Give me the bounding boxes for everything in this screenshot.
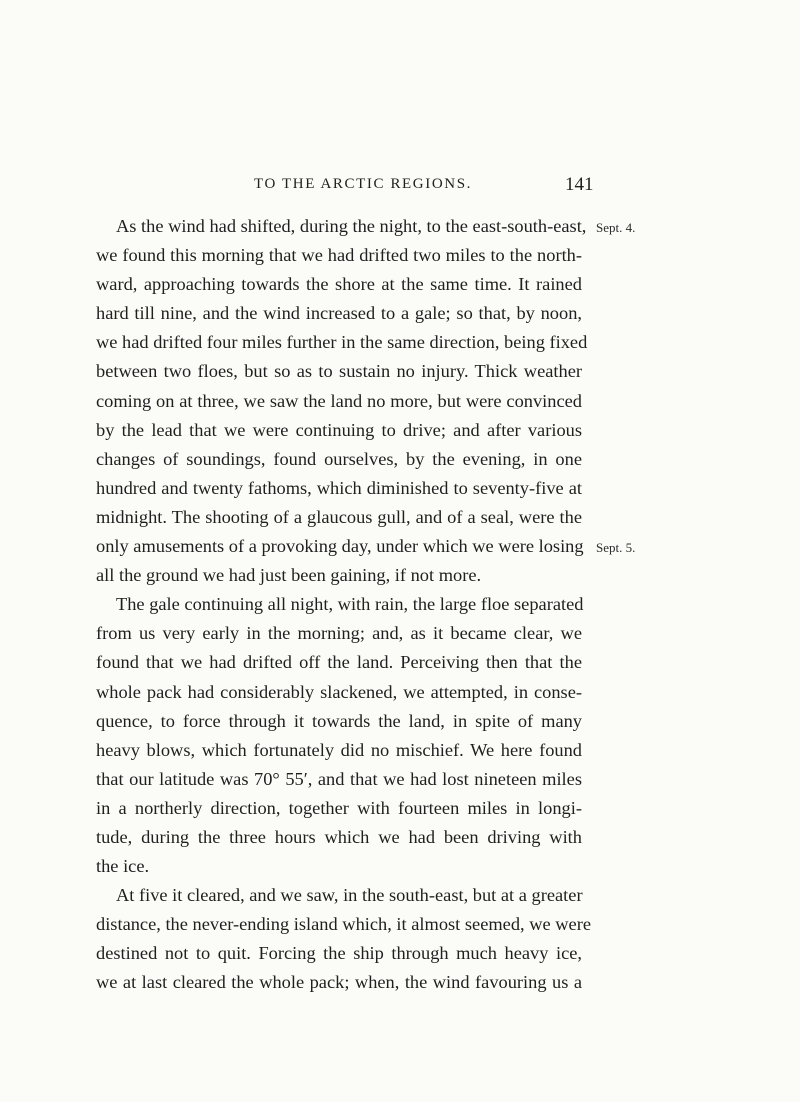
text-line: all the ground we had just been gaining, if not more. xyxy=(96,565,482,586)
text-line: At five it cleared, and we saw, in the south-east, but at a greater xyxy=(116,885,583,906)
text-line: we found this morning that we had drifted two miles to the north- xyxy=(96,245,582,266)
text-line: whole pack had considerably slackened, we attempted, in conse- xyxy=(96,681,582,702)
text-line: heavy blows, which fortunately did no mischief. We here found xyxy=(96,739,582,760)
text-line: ward, approaching towards the shore at the same time. It rained xyxy=(96,274,582,295)
text-line: coming on at three, we saw the land no more, but were convinced xyxy=(96,390,582,411)
text-line: hard till nine, and the wind increased to a gale; so that, by noon, xyxy=(96,303,582,324)
text-line: tude, during the three hours which we had been driving with xyxy=(96,826,582,847)
text-line: that our latitude was 70° 55′, and that we had lost nineteen miles xyxy=(96,768,582,789)
text-line: midnight. The shooting of a glaucous gull, and of a seal, were the xyxy=(96,506,582,527)
text-line: hundred and twenty fathoms, which diminished to seventy-five at xyxy=(96,477,582,498)
margin-note-sept-4: Sept. 4. xyxy=(596,220,636,235)
text-line: distance, the never-ending island which, it almost seemed, we were xyxy=(96,914,591,935)
text-line: we at last cleared the whole pack; when, the wind favouring us a xyxy=(96,972,582,993)
margin-note-sept-5: Sept. 5. xyxy=(596,540,636,555)
text-line: from us very early in the morning; and, as it became clear, we xyxy=(96,623,582,644)
running-head xyxy=(0,176,800,200)
text-line: destined not to quit. Forcing the ship through much heavy ice, xyxy=(96,943,582,964)
text-line: As the wind had shifted, during the night, to the east-south-east, xyxy=(116,216,587,236)
text-line: changes of soundings, found ourselves, by the evening, in one xyxy=(96,448,582,469)
text-line: quence, to force through it towards the land, in spite of many xyxy=(96,710,582,731)
text-line: found that we had drifted off the land. Perceiving then that the xyxy=(96,652,582,673)
page-number: 141 xyxy=(565,174,594,195)
text-line: in a northerly direction, together with fourteen miles in longi- xyxy=(96,797,582,818)
running-title: TO THE ARCTIC REGIONS. xyxy=(254,176,472,192)
body-text xyxy=(96,212,591,998)
text-line: The gale continuing all night, with rain, the large floe separated xyxy=(116,594,584,615)
text-line: by the lead that we were continuing to drive; and after various xyxy=(96,419,582,440)
text-line: between two floes, but so as to sustain no injury. Thick weather xyxy=(96,361,582,382)
text-line: we had drifted four miles further in the same direction, being fixed xyxy=(96,332,588,353)
text-line: the ice. xyxy=(96,856,150,877)
text-line: only amusements of a provoking day, under which we were losing xyxy=(96,536,584,557)
